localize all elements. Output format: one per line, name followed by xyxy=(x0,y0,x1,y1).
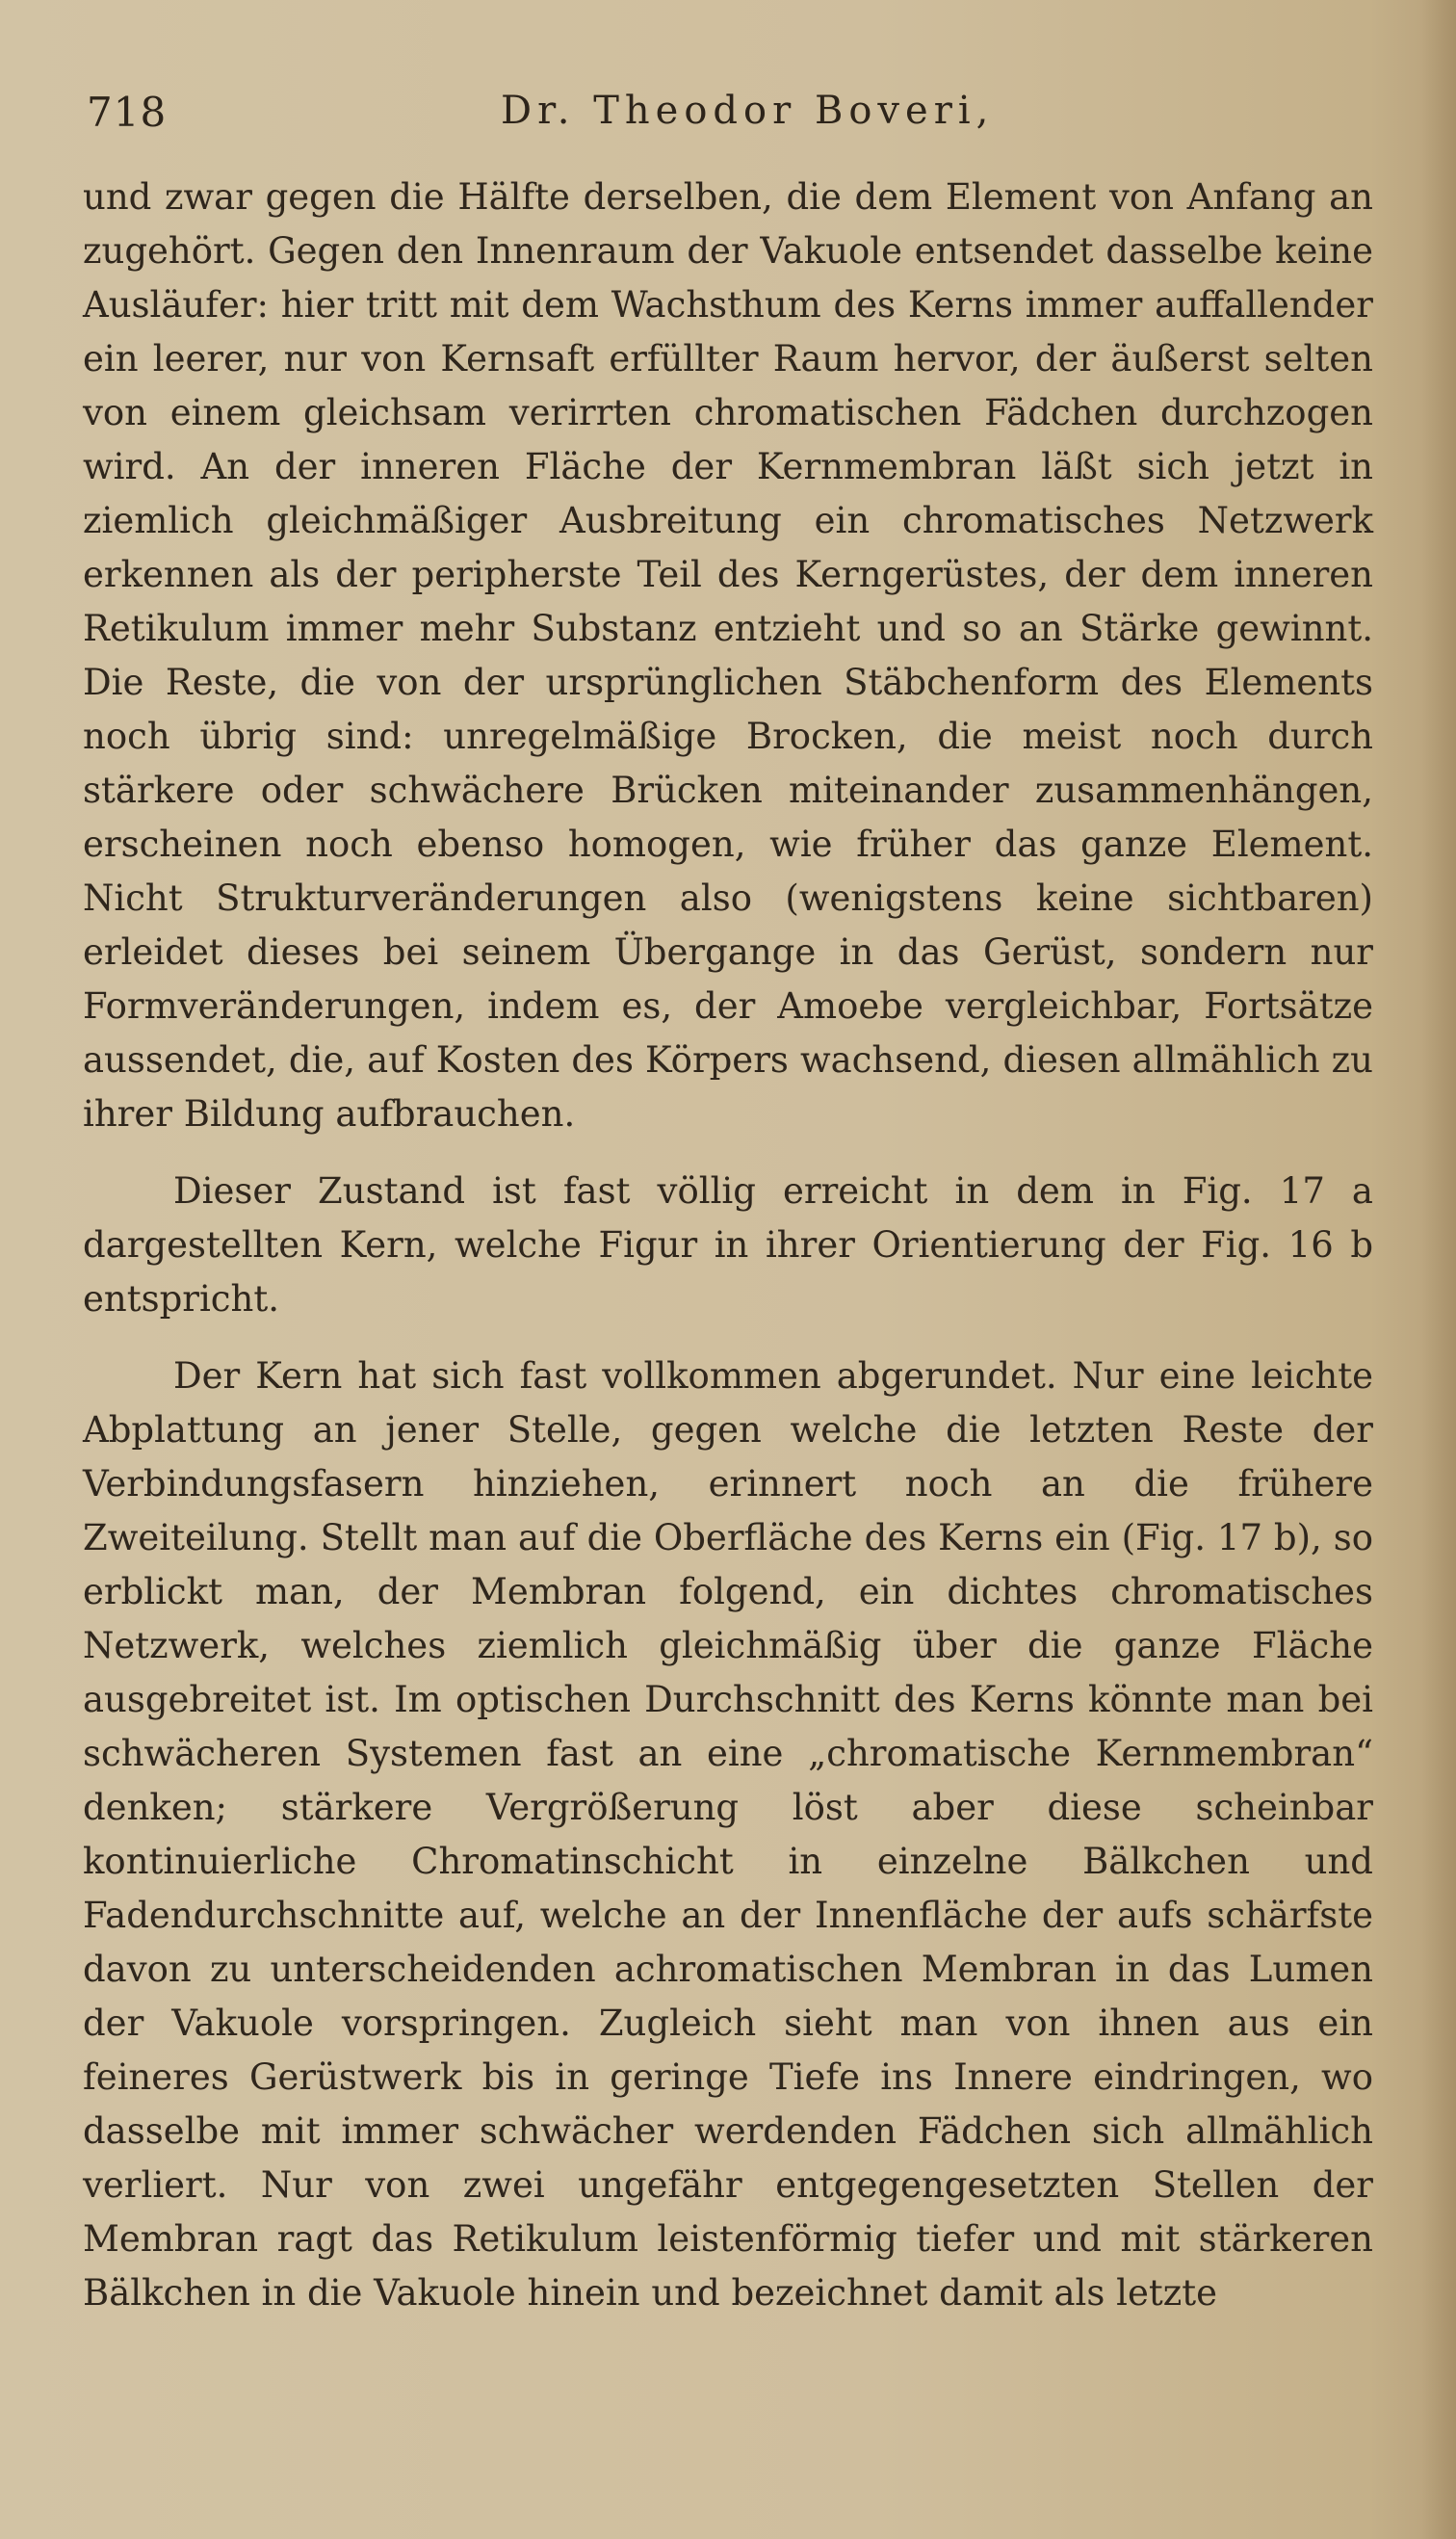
paragraph-3: Der Kern hat sich fast vollkommen abgerundet. Nur eine leichte Abplattung an jener Stelle, gegen welche die letzten Reste der Verbindungsfasern hinziehen, erinnert noch an die frühere Zweiteilung. Stellt man auf die Oberfläche des Kerns ein (Fig. 17 b), so erblickt man, der Membran folgend, ein dichtes chromatisches Netzwerk, welches ziemlich gleichmäßig über die ganze Fläche ausgebreitet ist. Im optischen Durchschnitt des Kerns könnte man bei schwächeren Systemen fast an eine „chromatische Kernmembran“ denken; stärkere Vergrößerung löst aber diese scheinbar kontinuierliche Chromatinschicht in einzelne Bälkchen und Fadendurchschnitte auf, welche an der Innenfläche der aufs schärfste davon zu unterscheidenden achromatischen Membran in das Lumen der Vakuole vorspringen. Zugleich sieht man von ihnen aus ein feineres Gerüstwerk bis in geringe Tiefe ins Innere eindringen, wo dasselbe mit immer schwächer werdenden Fädchen sich allmählich verliert. Nur von zwei ungefähr entgegengesetzten Stellen der Membran ragt das Retikulum leistenförmig tiefer und mit stärkeren Bälkchen in die Vakuole hinein und bezeichnet damit als letzte xyxy=(83,1355,1373,2314)
paragraph-1: und zwar gegen die Hälfte derselben, die dem Element von Anfang an zugehört. Gegen den Innenraum der Vakuole entsendet dasselbe keine Ausläufer: hier tritt mit dem Wachsthum des Kerns immer auffallender ein leerer, nur von Kernsaft erfüllter Raum hervor, der äußerst selten von einem gleichsam verirrten chromatischen Fädchen durchzogen wird. An der inneren Fläche der Kernmembran läßt sich jetzt in ziemlich gleichmäßiger Ausbreitung ein chromatisches Netzwerk erkennen als der peripherste Teil des Kerngerüstes, der dem inneren Retikulum immer mehr Substanz entzieht und so an Stärke gewinnt. Die Reste, die von der ursprünglichen Stäbchenform des Elements noch übrig sind: unregelmäßige Brocken, die meist noch durch stärkere oder schwächere Brücken miteinander zusammenhängen, erscheinen noch ebenso homogen, wie früher das ganze Element. Nicht Strukturveränderungen also (wenigstens keine sichtbaren) erleidet dieses bei seinem Übergange in das Gerüst, sondern nur Formveränderungen, indem es, der Amoebe vergleichbar, Fortsätze aussendet, die, auf Kosten des Körpers wachsend, diesen allmählich zu ihrer Bildung aufbrauchen. xyxy=(83,176,1373,1135)
page-edge-shadow xyxy=(1421,0,1456,2539)
paragraph-2: Dieser Zustand ist fast völlig erreicht in dem in Fig. 17 a dargestellten Kern, welche Figur in ihrer Orientierung der Fig. 16 b entspricht. xyxy=(83,1170,1373,1320)
body-text xyxy=(83,170,1373,2320)
page-header xyxy=(87,89,1377,146)
running-head: Dr. Theodor Boveri, xyxy=(501,89,995,133)
page-number: 718 xyxy=(87,89,168,136)
